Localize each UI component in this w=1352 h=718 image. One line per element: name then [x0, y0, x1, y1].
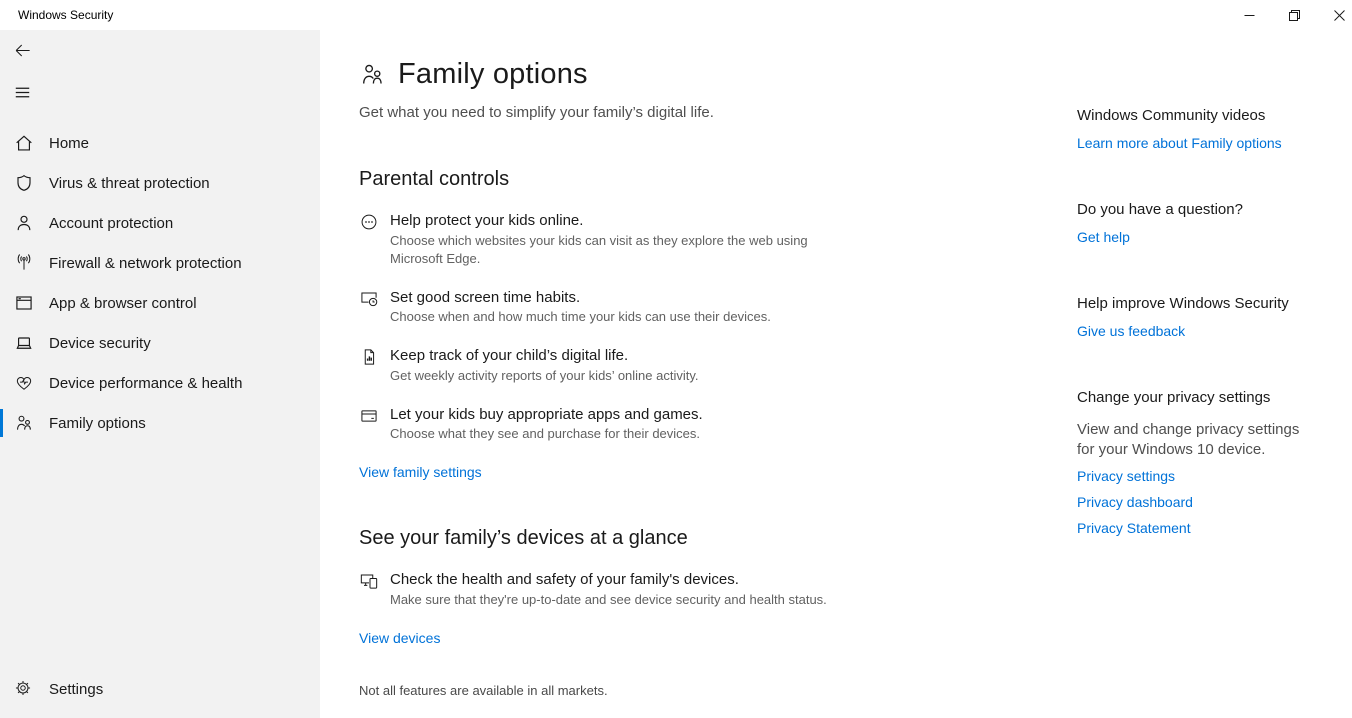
- restore-icon: [1289, 10, 1300, 21]
- titlebar: [0, 0, 1352, 30]
- aside-group-community-videos: [1077, 106, 1310, 153]
- sidebar-item-firewall-network-protection[interactable]: [0, 243, 320, 283]
- devices-icon: [359, 571, 379, 591]
- aside-heading: Windows Community videos: [1077, 107, 1266, 124]
- sidebar-item-label: Account protection: [49, 214, 174, 232]
- window-title: Windows Security: [18, 8, 114, 22]
- section-heading-family-devices: See your family’s devices at a glance: [359, 527, 688, 549]
- learn-more-family-options-link[interactable]: Learn more about Family options: [1077, 135, 1282, 151]
- main-content: [359, 30, 1069, 648]
- sidebar-item-label: App & browser control: [49, 294, 197, 312]
- sidebar-item-device-security[interactable]: [0, 323, 320, 363]
- feature-description: Choose when and how much time your kids can use their devices.: [390, 309, 771, 324]
- sidebar-item-label: Home: [49, 134, 90, 152]
- window-controls: [1227, 0, 1352, 30]
- minimize-icon: [1244, 10, 1255, 21]
- close-button[interactable]: [1317, 0, 1352, 30]
- family-icon: [359, 61, 386, 88]
- feature-description: Make sure that they're up-to-date and see device security and health status.: [390, 591, 827, 607]
- feature-description: Get weekly activity reports of your kids’ online activity.: [390, 367, 699, 383]
- privacy-statement-link[interactable]: Privacy Statement: [1077, 520, 1191, 536]
- aside-body-text: View and change privacy settings for your Windows 10 device.: [1077, 421, 1300, 458]
- family-icon: [14, 413, 34, 433]
- screen-time-icon: [359, 289, 379, 309]
- activity-report-icon: [359, 347, 379, 367]
- aside-heading: Help improve Windows Security: [1077, 295, 1289, 312]
- sidebar-footer: [0, 669, 320, 709]
- feature-title: Let your kids buy appropriate apps and games.: [390, 405, 703, 423]
- shield-icon: [14, 173, 34, 193]
- feature-title: Check the health and safety of your family's devices.: [390, 571, 739, 588]
- menu-button[interactable]: [8, 78, 36, 106]
- view-devices-link[interactable]: View devices: [359, 629, 441, 646]
- sidebar-item-virus-threat-protection[interactable]: [0, 163, 320, 203]
- back-button[interactable]: [8, 36, 36, 64]
- section-heading-parental-controls: Parental controls: [359, 168, 510, 190]
- laptop-icon: [14, 333, 34, 353]
- feature-title: Help protect your kids online.: [390, 212, 584, 229]
- privacy-dashboard-link[interactable]: Privacy dashboard: [1077, 494, 1193, 510]
- feature-description: Choose which websites your kids can visit as they explore the web using Microsoft Edge.: [390, 232, 808, 266]
- feature-title: Set good screen time habits.: [390, 288, 581, 306]
- sidebar-item-label: Family options: [49, 414, 146, 432]
- feature-device-health: [359, 570, 1069, 609]
- restore-button[interactable]: [1272, 0, 1317, 30]
- home-icon: [14, 133, 34, 153]
- sidebar-item-home[interactable]: [0, 123, 320, 163]
- aside-group-feedback: [1077, 294, 1310, 341]
- sidebar-item-device-performance-health[interactable]: [0, 363, 320, 403]
- person-icon: [14, 213, 34, 233]
- sidebar-item-label: Settings: [49, 680, 104, 698]
- feature-purchases: [359, 405, 1069, 444]
- aside-group-question: [1077, 200, 1310, 247]
- network-icon: [14, 253, 34, 273]
- gear-icon: [14, 679, 32, 697]
- page-title: Family options: [398, 58, 588, 90]
- sidebar-item-account-protection[interactable]: [0, 203, 320, 243]
- feature-description: Choose what they see and purchase for their devices.: [390, 426, 701, 441]
- sidebar-item-label: Device performance & health: [49, 374, 243, 392]
- get-help-link[interactable]: Get help: [1077, 229, 1130, 245]
- aside-group-privacy: [1077, 388, 1310, 538]
- sidebar-item-app-browser-control[interactable]: [0, 283, 320, 323]
- privacy-settings-link[interactable]: Privacy settings: [1077, 468, 1176, 484]
- hamburger-icon: [14, 84, 31, 101]
- feature-screen-time: [359, 288, 1069, 327]
- sidebar-item-label: Device security: [49, 334, 151, 352]
- aside-heading: Change your privacy settings: [1077, 389, 1271, 406]
- sidebar-item-label: Firewall & network protection: [49, 254, 242, 272]
- aside-heading: Do you have a question?: [1077, 201, 1243, 218]
- page-subtitle: Get what you need to simplify your family’s digital life.: [359, 104, 714, 121]
- browser-window-icon: [14, 293, 34, 313]
- give-feedback-link[interactable]: Give us feedback: [1077, 323, 1186, 339]
- chat-dots-icon: [359, 212, 379, 232]
- sidebar-nav: [0, 123, 320, 443]
- sidebar-item-settings[interactable]: [0, 669, 320, 709]
- aside-column: [1077, 30, 1310, 585]
- minimize-button[interactable]: [1227, 0, 1272, 30]
- feature-title: Keep track of your child’s digital life.: [390, 347, 629, 364]
- view-family-settings-link[interactable]: View family settings: [359, 464, 482, 480]
- sidebar-item-family-options[interactable]: [0, 403, 320, 443]
- feature-protect-kids-online: [359, 211, 1069, 268]
- page-header: [359, 55, 1069, 93]
- footnote: Not all features are available in all markets.: [359, 683, 608, 698]
- heart-pulse-icon: [14, 373, 34, 393]
- sidebar-item-label: Virus & threat protection: [49, 174, 210, 192]
- sidebar: [0, 30, 320, 718]
- close-icon: [1334, 10, 1345, 21]
- payment-card-icon: [359, 406, 379, 426]
- feature-activity-reports: [359, 346, 1069, 385]
- left-arrow-icon: [13, 41, 32, 60]
